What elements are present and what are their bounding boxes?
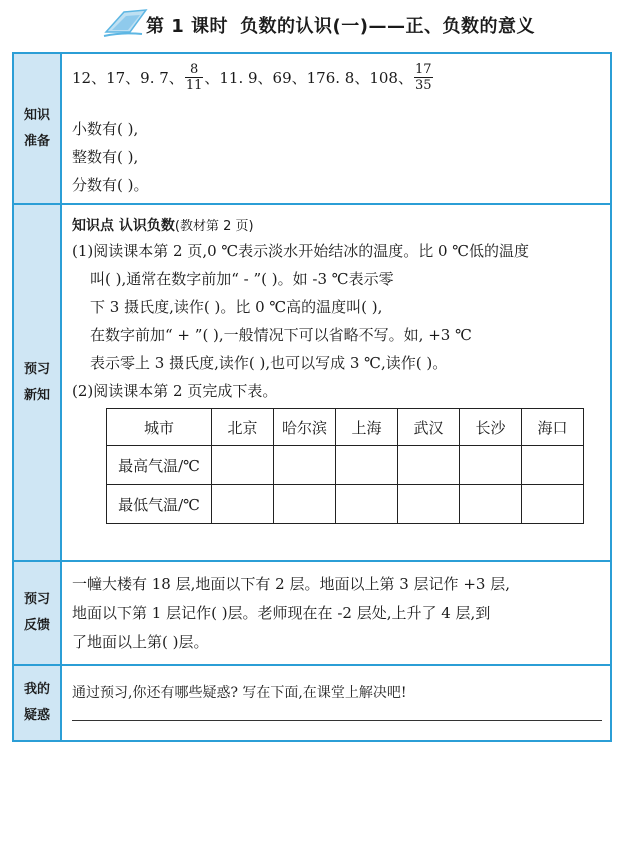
- numbers-part-b: 、11. 9、69、176. 8、108、: [204, 69, 413, 87]
- table-row: [107, 485, 584, 524]
- section-my-doubts: [14, 666, 610, 740]
- knowledge-point-label: 知识点 认识负数: [72, 218, 175, 234]
- lesson-number: 第 1 课时: [146, 16, 229, 37]
- table-input-cell[interactable]: [460, 485, 522, 524]
- number-list: [72, 62, 434, 104]
- paragraph-line[interactable]: 在数字前加“ + ”( ),一般情况下可以省略不写。如, +3 ℃: [90, 326, 472, 344]
- table-input-cell[interactable]: [398, 485, 460, 524]
- table-input-cell[interactable]: [522, 446, 584, 485]
- paragraph-line[interactable]: 表示零上 3 摄氏度,读作( ),也可以写成 3 ℃,读作( )。: [90, 354, 448, 372]
- section-label: [14, 666, 62, 740]
- table-header-cell: 上海: [336, 409, 398, 446]
- feedback-line: 一幢大楼有 18 层,地面以下有 2 层。地面以上第 3 层记作 +3 层,: [72, 575, 510, 593]
- table-header-cell: 北京: [212, 409, 274, 446]
- table-input-cell[interactable]: [274, 485, 336, 524]
- table-header-row: [107, 409, 584, 446]
- table-row: [107, 446, 584, 485]
- fraction-numerator: 8: [185, 62, 204, 78]
- section-label: [14, 562, 62, 664]
- table-input-cell[interactable]: [398, 446, 460, 485]
- decimals-blank[interactable]: 小数有( ),: [72, 120, 139, 138]
- section-label-bottom: 反馈: [23, 618, 50, 633]
- fraction-denominator: 11: [185, 78, 203, 93]
- fractions-blank[interactable]: 分数有( )。: [72, 176, 149, 194]
- integers-blank[interactable]: 整数有( ),: [72, 148, 139, 166]
- section-label: [14, 205, 62, 560]
- section-label-bottom: 准备: [23, 133, 50, 149]
- doubts-prompt: 通过预习,你还有哪些疑惑? 写在下面,在课堂上解决吧!: [72, 685, 407, 701]
- fraction-numerator: 17: [414, 62, 432, 77]
- temperature-table: [106, 408, 584, 524]
- table-header-cell: 长沙: [460, 409, 522, 446]
- lesson-header: [98, 6, 618, 40]
- section-label-top: 预习: [23, 592, 50, 607]
- numbers-part-a: 12、17、9. 7、: [72, 69, 184, 87]
- table-input-cell[interactable]: [460, 446, 522, 485]
- feedback-line[interactable]: 了地面以上第( )层。: [72, 633, 209, 651]
- feedback-text[interactable]: [72, 570, 510, 657]
- table-header-cell: 海口: [522, 409, 584, 446]
- row-header-cell: 最高气温/℃: [107, 446, 212, 485]
- paragraph-line[interactable]: 下 3 摄氏度,读作( )。比 0 ℃高的温度叫( ),: [90, 298, 383, 316]
- row-header-cell: 最低气温/℃: [107, 485, 212, 524]
- fraction-17-35: [414, 62, 433, 93]
- section-preview-new: [14, 205, 610, 562]
- paragraph-line: (1)阅读课本第 2 页,0 ℃表示淡水开始结冰的温度。比 0 ℃低的温度: [72, 242, 530, 260]
- section-label-top: 知识: [23, 107, 50, 123]
- feedback-line[interactable]: 地面以下第 1 层记作( )层。老师现在在 -2 层处,上升了 4 层,到: [72, 604, 491, 622]
- book-pen-icon: [102, 6, 150, 38]
- table-header-cell: 城市: [107, 409, 212, 446]
- table-header-cell: 武汉: [398, 409, 460, 446]
- textbook-reference: (教材第 2 页): [174, 219, 254, 234]
- section-label-top: 预习: [23, 361, 50, 377]
- knowledge-point-title: [72, 215, 254, 235]
- table-input-cell[interactable]: [336, 485, 398, 524]
- section-preview-feedback: [14, 562, 610, 666]
- section-label-bottom: 新知: [23, 387, 50, 403]
- section-label: [14, 54, 62, 203]
- worksheet-box: [12, 52, 612, 742]
- table-input-cell[interactable]: [274, 446, 336, 485]
- table-input-cell[interactable]: [212, 485, 274, 524]
- answer-write-line[interactable]: [72, 720, 602, 721]
- section-knowledge-prep: [14, 54, 610, 205]
- table-header-cell: 哈尔滨: [274, 409, 336, 446]
- fraction-denominator: 35: [414, 78, 432, 93]
- section-label-top: 我的: [23, 682, 50, 697]
- table-input-cell[interactable]: [522, 485, 584, 524]
- lesson-topic: 负数的认识(一)——正、负数的意义: [240, 16, 536, 37]
- fraction-8-11: [185, 62, 204, 93]
- paragraph-line[interactable]: 叫( ),通常在数字前加“ - ”( )。如 -3 ℃表示零: [90, 270, 394, 288]
- table-input-cell[interactable]: [212, 446, 274, 485]
- table-input-cell[interactable]: [336, 446, 398, 485]
- section-label-bottom: 疑惑: [23, 708, 50, 723]
- paragraph-line: (2)阅读课本第 2 页完成下表。: [72, 382, 278, 400]
- lesson-title: [146, 12, 535, 38]
